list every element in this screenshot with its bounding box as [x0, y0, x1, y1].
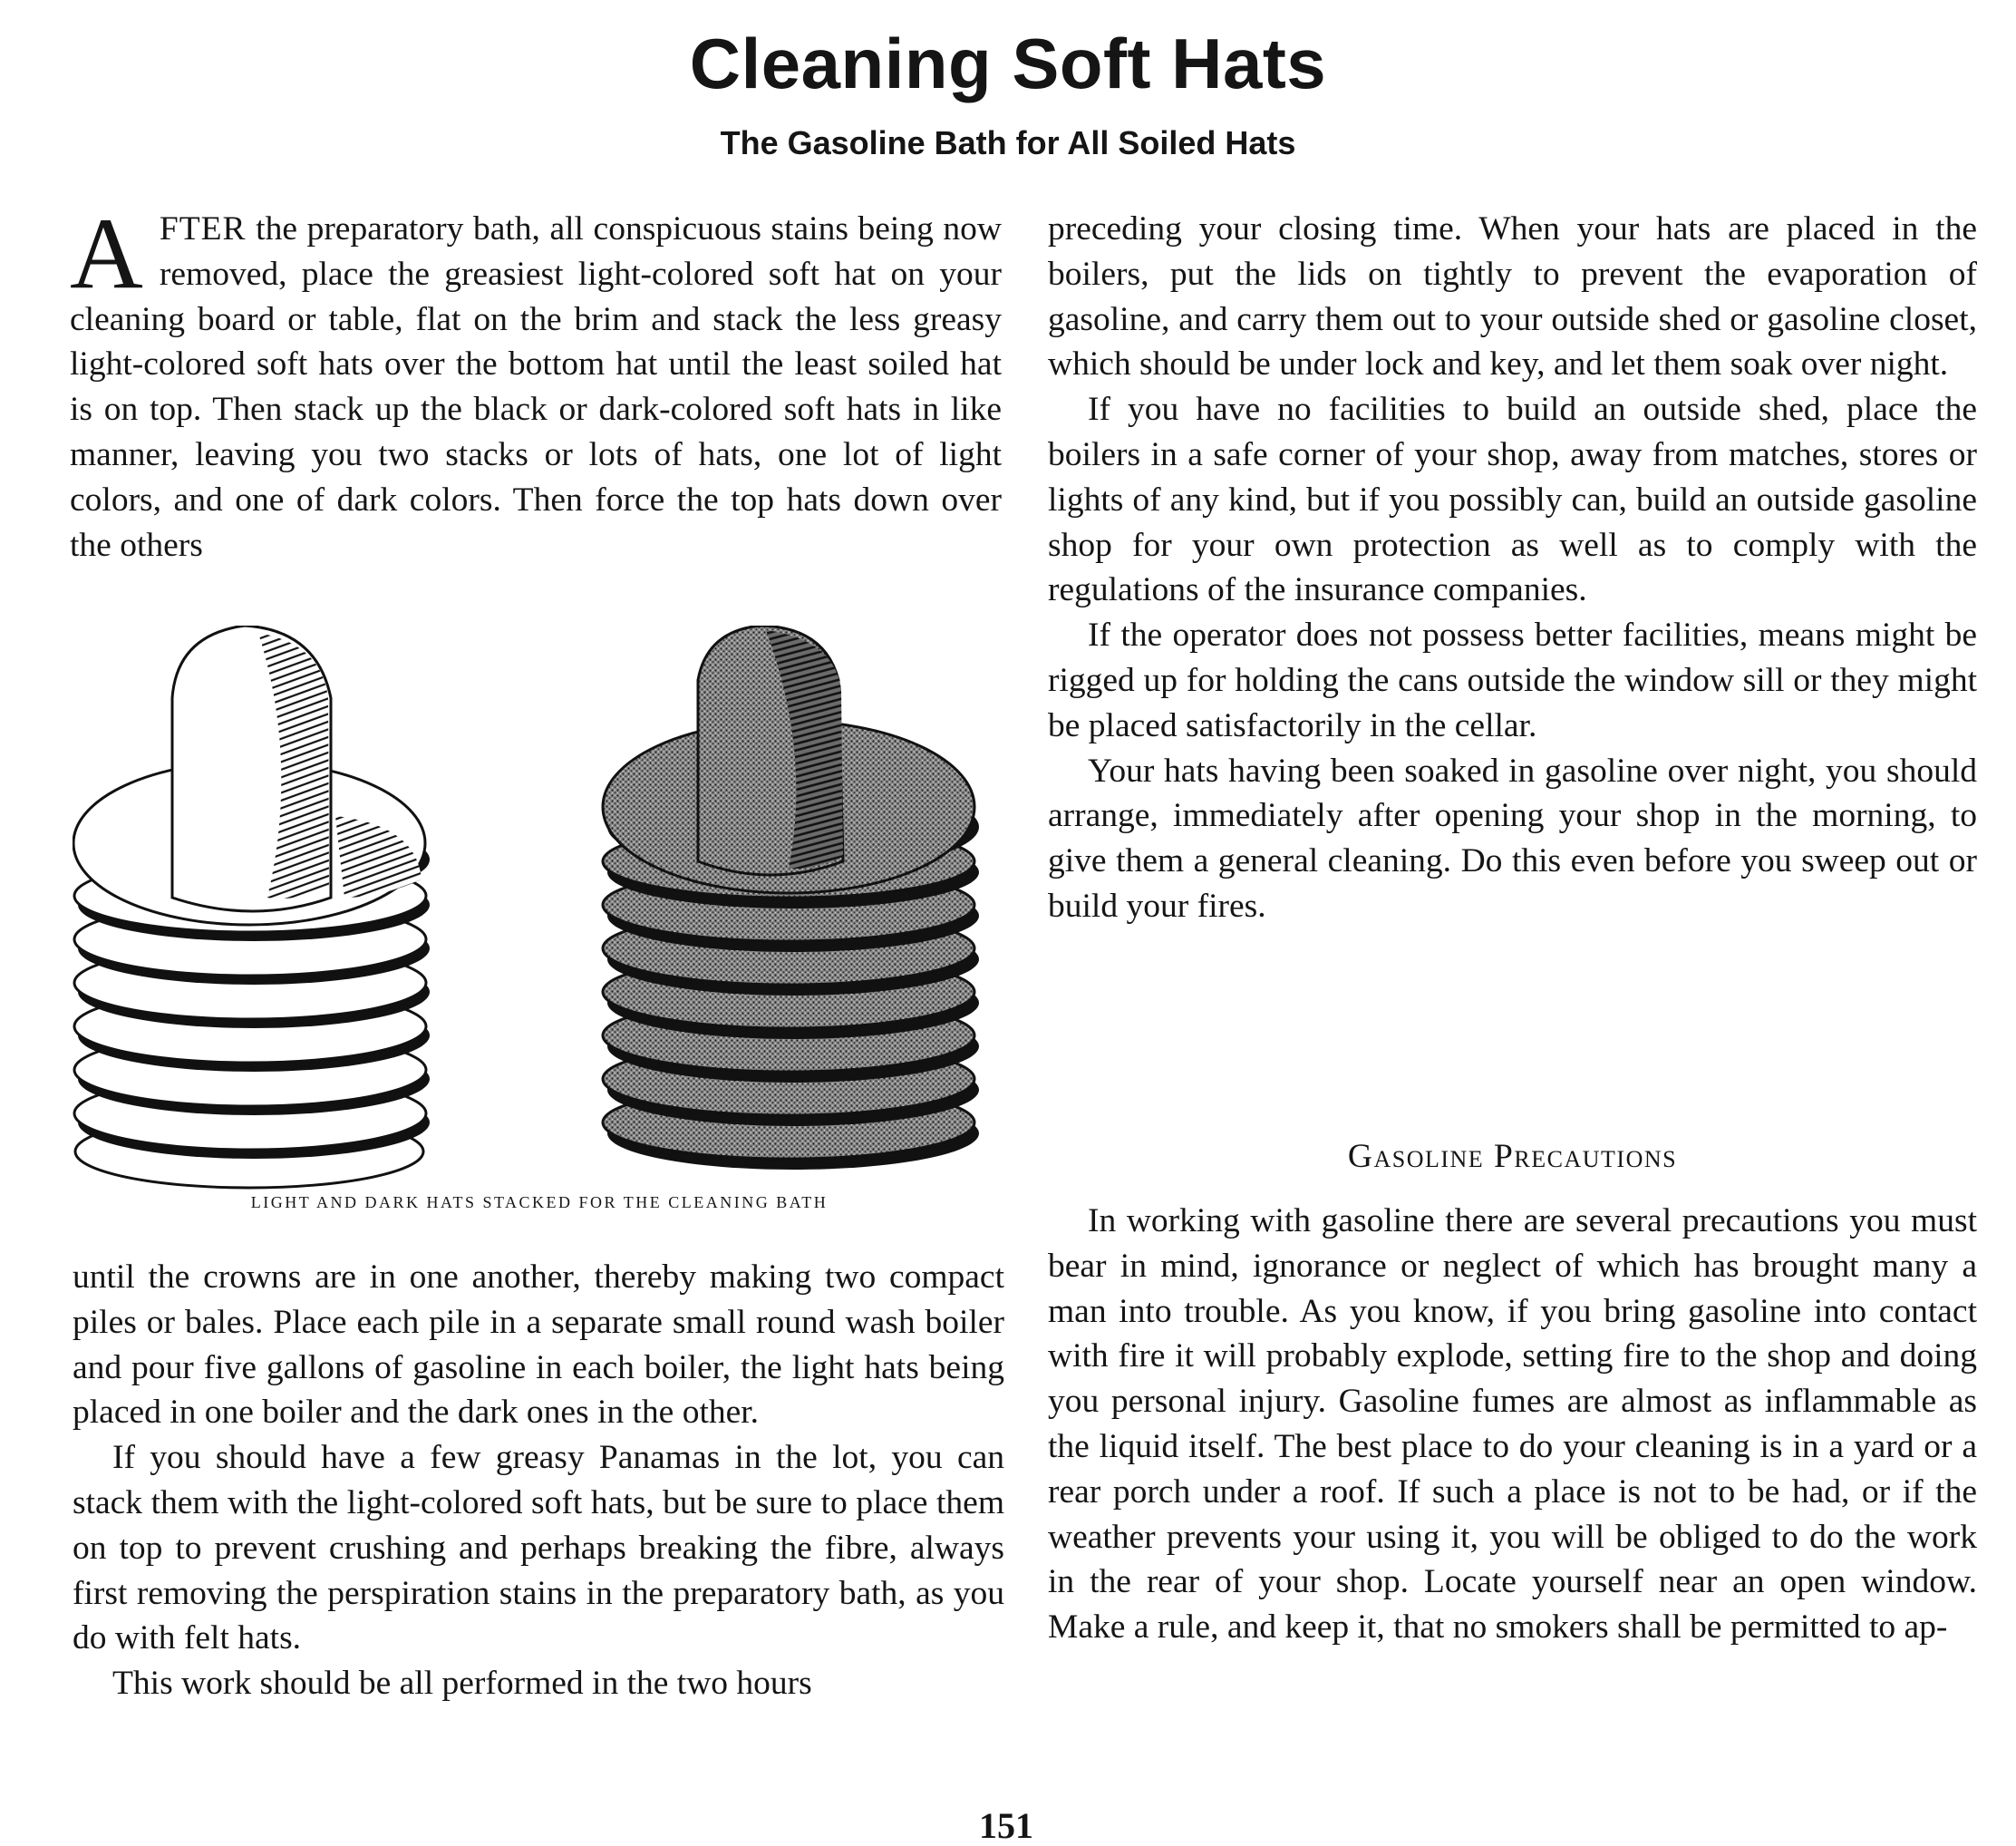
panamas-paragraph: If you should have a few greasy Panamas in the lot, you can stack them with the light-colored soft hats, but be sure to place them on top to prevent crushing and perhaps breaking the fibre, always first removing the perspiration stains in the preparatory bath, as you do with felt hats. — [73, 1439, 1004, 1657]
intro-paragraph — [70, 198, 1003, 568]
section-heading: Gasoline Precautions — [1347, 1138, 1678, 1175]
morning-cleaning-paragraph: Your hats having been soaked in gasoline over night, you should arrange, immediately after opening your shop in the morning, to give them a general cleaning. Do this even before you sweep out or build your fires. — [1048, 752, 1977, 925]
intro-paragraph-text: the preparatory bath, all conspicuous stains being now removed, place the greasiest light-colored soft hat on your cleaning board or table, flat on the brim and stack the less greasy light-colored soft hats over the bottom hat until the least soiled hat is on top. Then stack up the black or dark-colored soft hats in like manner, leaving you two stacks or lots of hats, one lot of light colors, and one of dark colors. Then force the top hats down over the others — [70, 210, 1003, 564]
precautions-paragraph: In working with gasoline there are several precautions you must bear in mind, ignorance or neglect of which has brought many a man into trouble. As you know, if you bring gasoline into contact with fire it will probably explode, setting fire to the shop and doing you personal injury. Gasoline fumes are almost as inflammable as the liquid itself. The best place to do your cleaning is in a yard or a rear porch under a roof. If such a place is not to be had, or if the weather prevents your using it, you will be obliged to do the work in the rear of your shop. Locate yourself near an open window. Make a rule, and keep it, that no smokers shall be permitted to ap- — [1048, 1202, 1977, 1647]
first-word-rest: FTER — [159, 210, 247, 248]
left-column-bottom — [73, 1255, 1004, 1706]
timing-paragraph: This work should be all performed in the two hours — [112, 1665, 812, 1703]
figure-caption: LIGHT AND DARK HATS STACKED FOR THE CLEANING BATH — [250, 1193, 829, 1211]
drop-cap: A — [70, 198, 143, 310]
left-column-top — [70, 198, 1003, 568]
page-title: Cleaning Soft Hats — [689, 24, 1327, 103]
hat-stacks-figure — [73, 626, 1006, 1206]
operator-facilities-paragraph: If the operator does not possess better facilities, means might be rigged up for holding the cans outside the window sill or they might be placed satisfactorily in the cellar. — [1048, 617, 1977, 744]
dark-hat-stack-illustration — [603, 626, 979, 1170]
page-number: 151 — [979, 1805, 1033, 1846]
outside-shed-paragraph: If you have no facilities to build an outside shed, place the boilers in a safe corner of your shop, away from matches, stores or lights of any kind, but if you possibly can, build an outside gasoline shop for your own protection as well as to comply with the regulations of the insurance companies. — [1048, 391, 1977, 609]
intro-paragraph-continued: until the crowns are in one another, thereby making two compact piles or bales. Place each pile in a separate small round wash boiler and pour five gallons of gasoline in each boiler, the light hats being placed in one boiler and the dark ones in the other. — [73, 1258, 1004, 1432]
light-hat-stack-illustration — [73, 626, 430, 1188]
page-subtitle: The Gasoline Bath for All Soiled Hats — [720, 124, 1296, 161]
closing-time-paragraph: preceding your closing time. When your hats are placed in the boilers, put the lids on tightly to prevent the evaporation of gasoline, and carry them out to your outside shed or gasoline closet, which should be under lock and key, and let them soak over night. — [1048, 210, 1977, 384]
right-column-top — [1048, 207, 1977, 929]
right-column-bottom — [1048, 1199, 1977, 1650]
